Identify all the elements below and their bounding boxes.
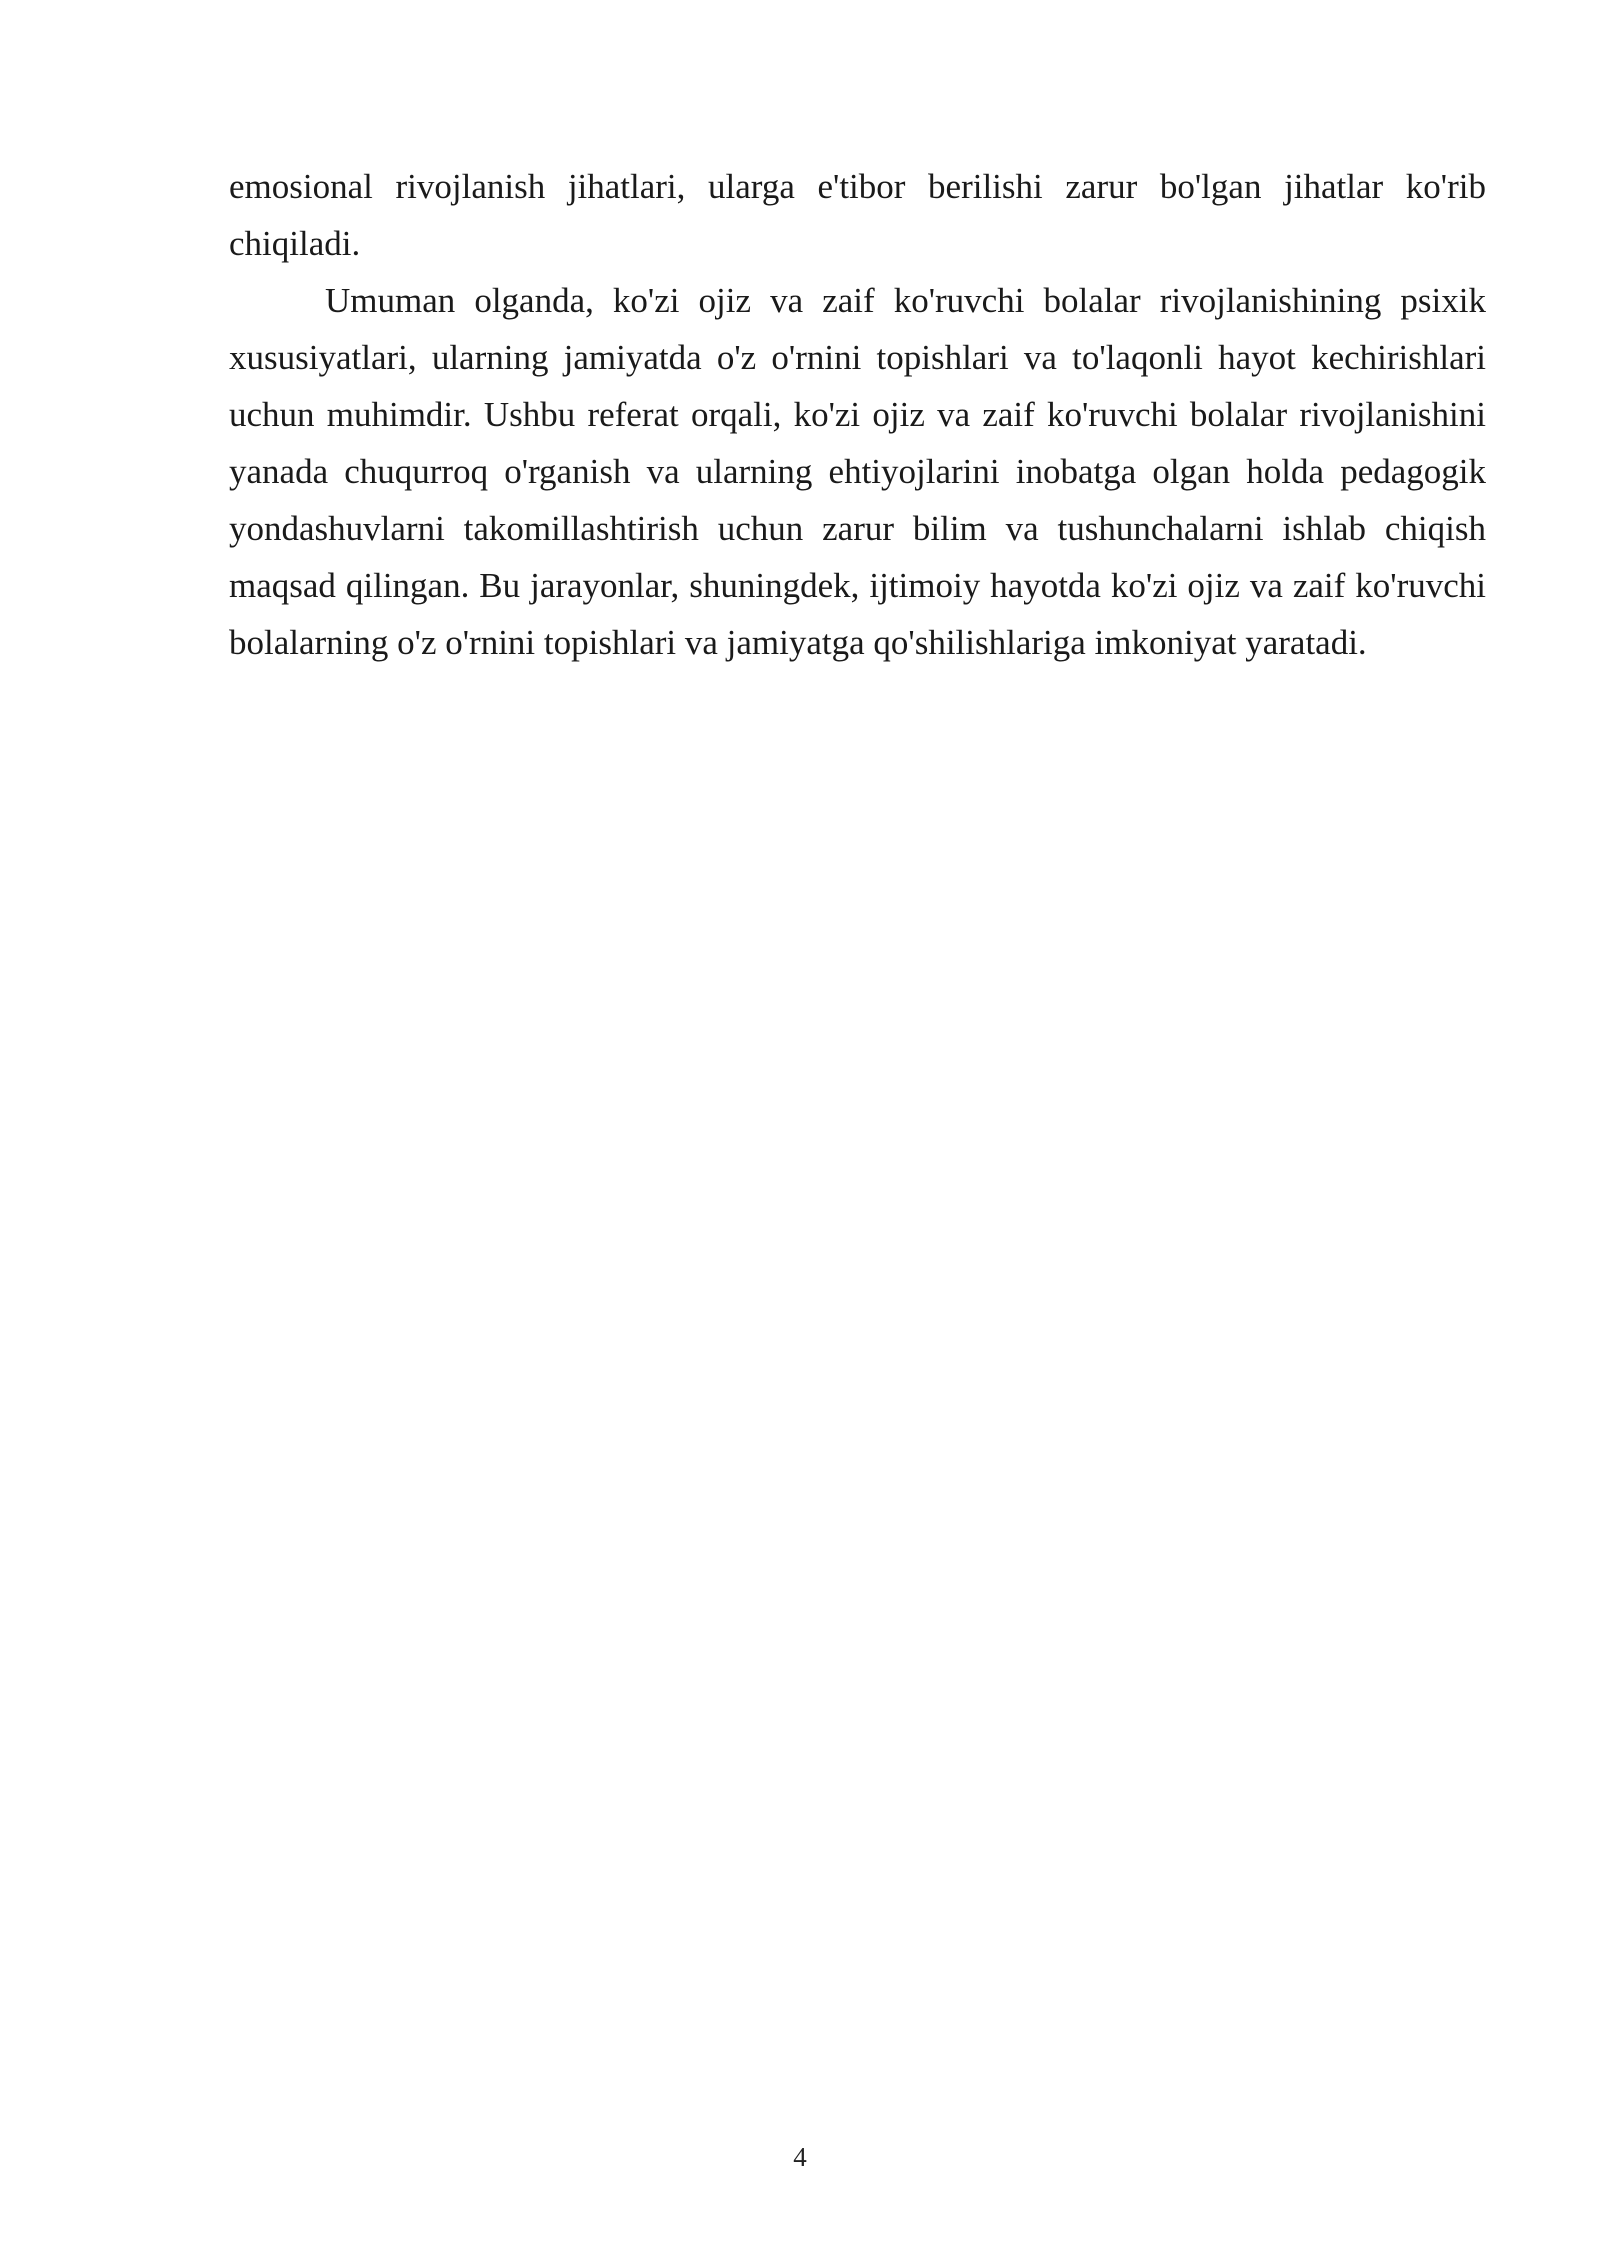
- paragraph-continuation: emosional rivojlanish jihatlari, ularga e'tibor berilishi zarur bo'lgan jihatlar ko'rib chiqiladi.: [229, 167, 1486, 263]
- body-text: [229, 158, 1486, 671]
- paragraph-conclusion: Umuman olganda, ko'zi ojiz va zaif ko'ruvchi bolalar rivojlanishining psixik xususiyatlari, ularning jamiyatda o'z o'rnini topishlari va to'laqonli hayot kechirishlari uchun muhimdir. Ushbu referat orqali, ko'zi ojiz va zaif ko'ruvchi bolalar rivojlanishini yanada chuqurroq o'rganish va ularning ehtiyojlarini inobatga olgan holda pedagogik yondashuvlarni takomillashtirish uchun zarur bilim va tushunchalarni ishlab chiqish maqsad qilingan. Bu jarayonlar, shuningdek, ijtimoiy hayotda ko'zi ojiz va zaif ko'ruvchi bolalarning o'z o'rnini topishlari va jamiyatga qo'shilishlariga imkoniyat yaratadi.: [229, 281, 1486, 662]
- page-number: 4: [793, 2142, 807, 2172]
